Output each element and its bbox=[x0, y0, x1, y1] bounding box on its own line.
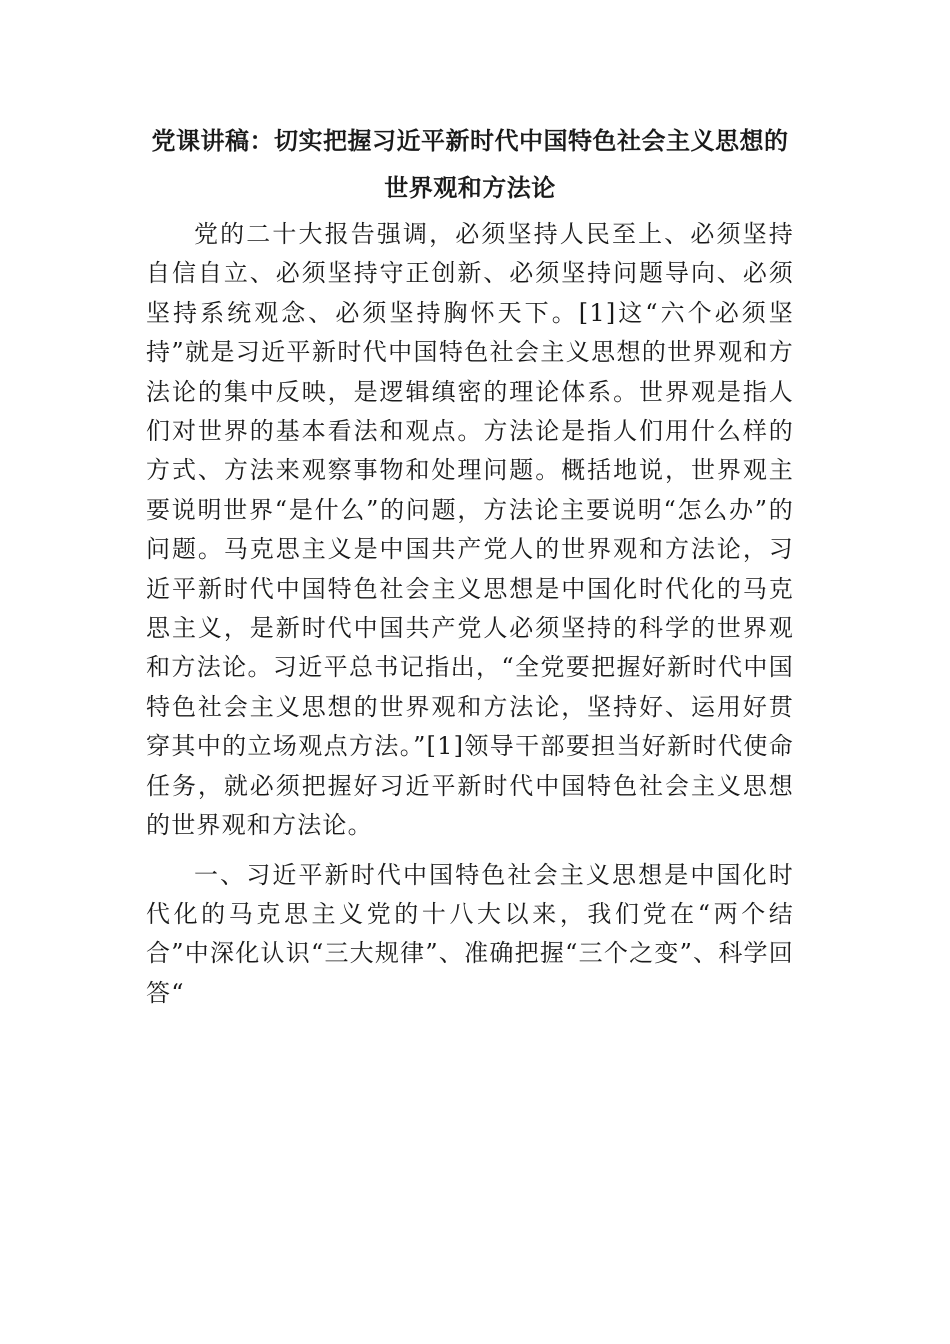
title-line-1: 党课讲稿：切实把握习近平新时代中国特色社会主义思想的 bbox=[151, 127, 789, 155]
document-page bbox=[146, 118, 794, 1013]
body-paragraph-1: 党的二十大报告强调，必须坚持人民至上、必须坚持自信自立、必须坚持守正创新、必须坚持问题导向、必须坚持系统观念、必须坚持胸怀天下。[1]这“六个必须坚持”就是习近平新时代中国特色社会主义思想的世界观和方法论的集中反映，是逻辑缜密的理论体系。世界观是指人们对世界的基本看法和观点。方法论是指人们用什么样的方式、方法来观察事物和处理问题。概括地说，世界观主要说明世界“是什么”的问题，方法论主要说明“怎么办”的问题。马克思主义是中国共产党人的世界观和方法论，习近平新时代中国特色社会主义思想是中国化时代化的马克思主义，是新时代中国共产党人必须坚持的科学的世界观和方法论。习近平总书记指出，“全党要把握好新时代中国特色社会主义思想的世界观和方法论，坚持好、运用好贯穿其中的立场观点方法。”[1]领导干部要担当好新时代使命任务，就必须把握好习近平新时代中国特色社会主义思想的世界观和方法论。 bbox=[146, 220, 794, 840]
title-line-2: 世界观和方法论 bbox=[384, 174, 556, 202]
document-title bbox=[140, 118, 800, 212]
body-paragraph-2: 一、习近平新时代中国特色社会主义思想是中国化时代化的马克思主义党的十八大以来，我们党在“两个结合”中深化认识“三大规律”、准确把握“三个之变”、科学回答“ bbox=[146, 860, 794, 1007]
